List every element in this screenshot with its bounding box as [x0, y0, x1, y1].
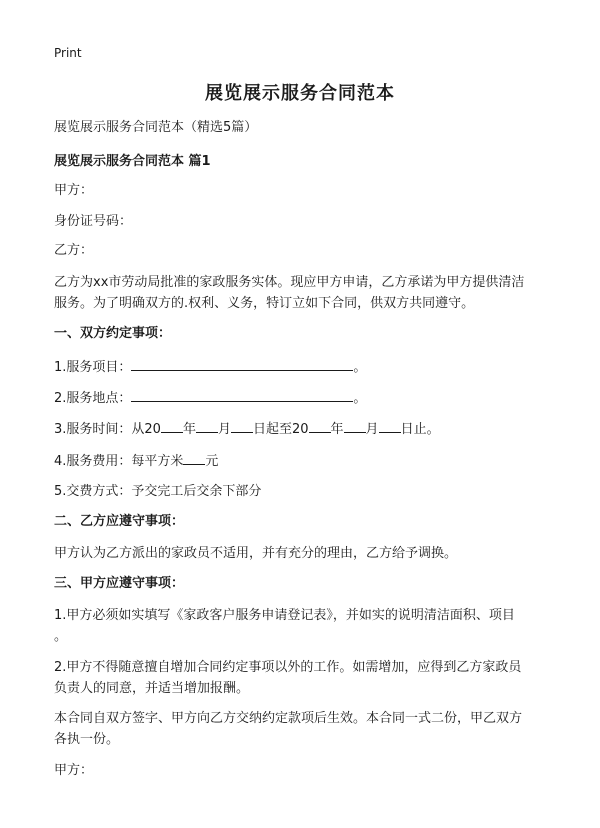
- party-a-label: 甲方：: [54, 183, 94, 198]
- section-3-heading: 三、甲方应遵守事项：: [54, 576, 185, 591]
- signature-party-a: 甲方：: [54, 763, 94, 778]
- section-3-item-2-line-2: 负责人的同意，并适当增加报酬。: [54, 681, 250, 696]
- preamble-line-1: 乙方为xx市劳动局批准的家政服务实体。现应甲方申请，乙方承诺为甲方提供清洁: [54, 275, 525, 290]
- service-time-row: [54, 418, 554, 440]
- party-b-label: 乙方：: [54, 243, 94, 258]
- print-label: Print: [54, 46, 82, 60]
- section-3-item-1-line-2: 。: [54, 629, 68, 644]
- fee-blank: [183, 450, 205, 465]
- article-heading: 展览展示服务合同范本 篇1: [54, 154, 211, 169]
- service-item-label: 1.服务项目：: [54, 360, 132, 375]
- service-item-row: [54, 356, 554, 378]
- service-location-blank: [131, 387, 353, 402]
- day-blank: [231, 418, 253, 433]
- service-time-part: 日止。: [400, 422, 440, 437]
- section-3-item-2-line-1: 2.甲方不得随意擅自增加合同约定事项以外的工作。如需增加，应得到乙方家政员: [54, 660, 522, 675]
- document-subtitle: 展览展示服务合同范本（精选5篇）: [54, 120, 258, 135]
- service-fee-row: [54, 450, 554, 472]
- month-blank: [196, 418, 218, 433]
- payment-method: 5.交费方式：予交完工后交余下部分: [54, 484, 262, 499]
- service-time-part: 月: [217, 422, 231, 437]
- service-item-end: 。: [353, 360, 367, 375]
- service-fee-unit: 元: [205, 454, 219, 469]
- service-location-row: [54, 387, 554, 409]
- service-time-part: 3.服务时间：从20: [54, 422, 161, 437]
- section-1-heading: 一、双方约定事项：: [54, 326, 172, 341]
- month-blank: [344, 418, 366, 433]
- day-blank: [379, 418, 401, 433]
- service-time-part: 日起至20: [252, 422, 309, 437]
- preamble-line-2: 服务。为了明确双方的.权利、义务，特订立如下合同，供双方共同遵守。: [54, 296, 475, 311]
- closing-line-2: 各执一份。: [54, 732, 120, 747]
- section-2-text: 甲方认为乙方派出的家政员不适用，并有充分的理由，乙方给予调换。: [54, 546, 458, 561]
- year-blank: [309, 418, 331, 433]
- closing-line-1: 本合同自双方签字、甲方向乙方交纳约定款项后生效。本合同一式二份，甲乙双方: [54, 711, 523, 726]
- service-item-blank: [131, 356, 353, 371]
- section-2-heading: 二、乙方应遵守事项：: [54, 514, 185, 529]
- id-number-label: 身份证号码：: [54, 214, 133, 229]
- service-location-label: 2.服务地点：: [54, 391, 132, 406]
- page-title: 展览展示服务合同范本: [205, 83, 395, 104]
- service-time-part: 月: [365, 422, 379, 437]
- service-location-end: 。: [353, 391, 367, 406]
- year-blank: [161, 418, 183, 433]
- section-3-item-1-line-1: 1.甲方必须如实填写《家政客户服务申请登记表》，并如实的说明清洁面积、项目: [54, 608, 515, 623]
- service-time-part: 年: [330, 422, 344, 437]
- service-fee-label: 4.服务费用：每平方米: [54, 454, 184, 469]
- service-time-part: 年: [182, 422, 196, 437]
